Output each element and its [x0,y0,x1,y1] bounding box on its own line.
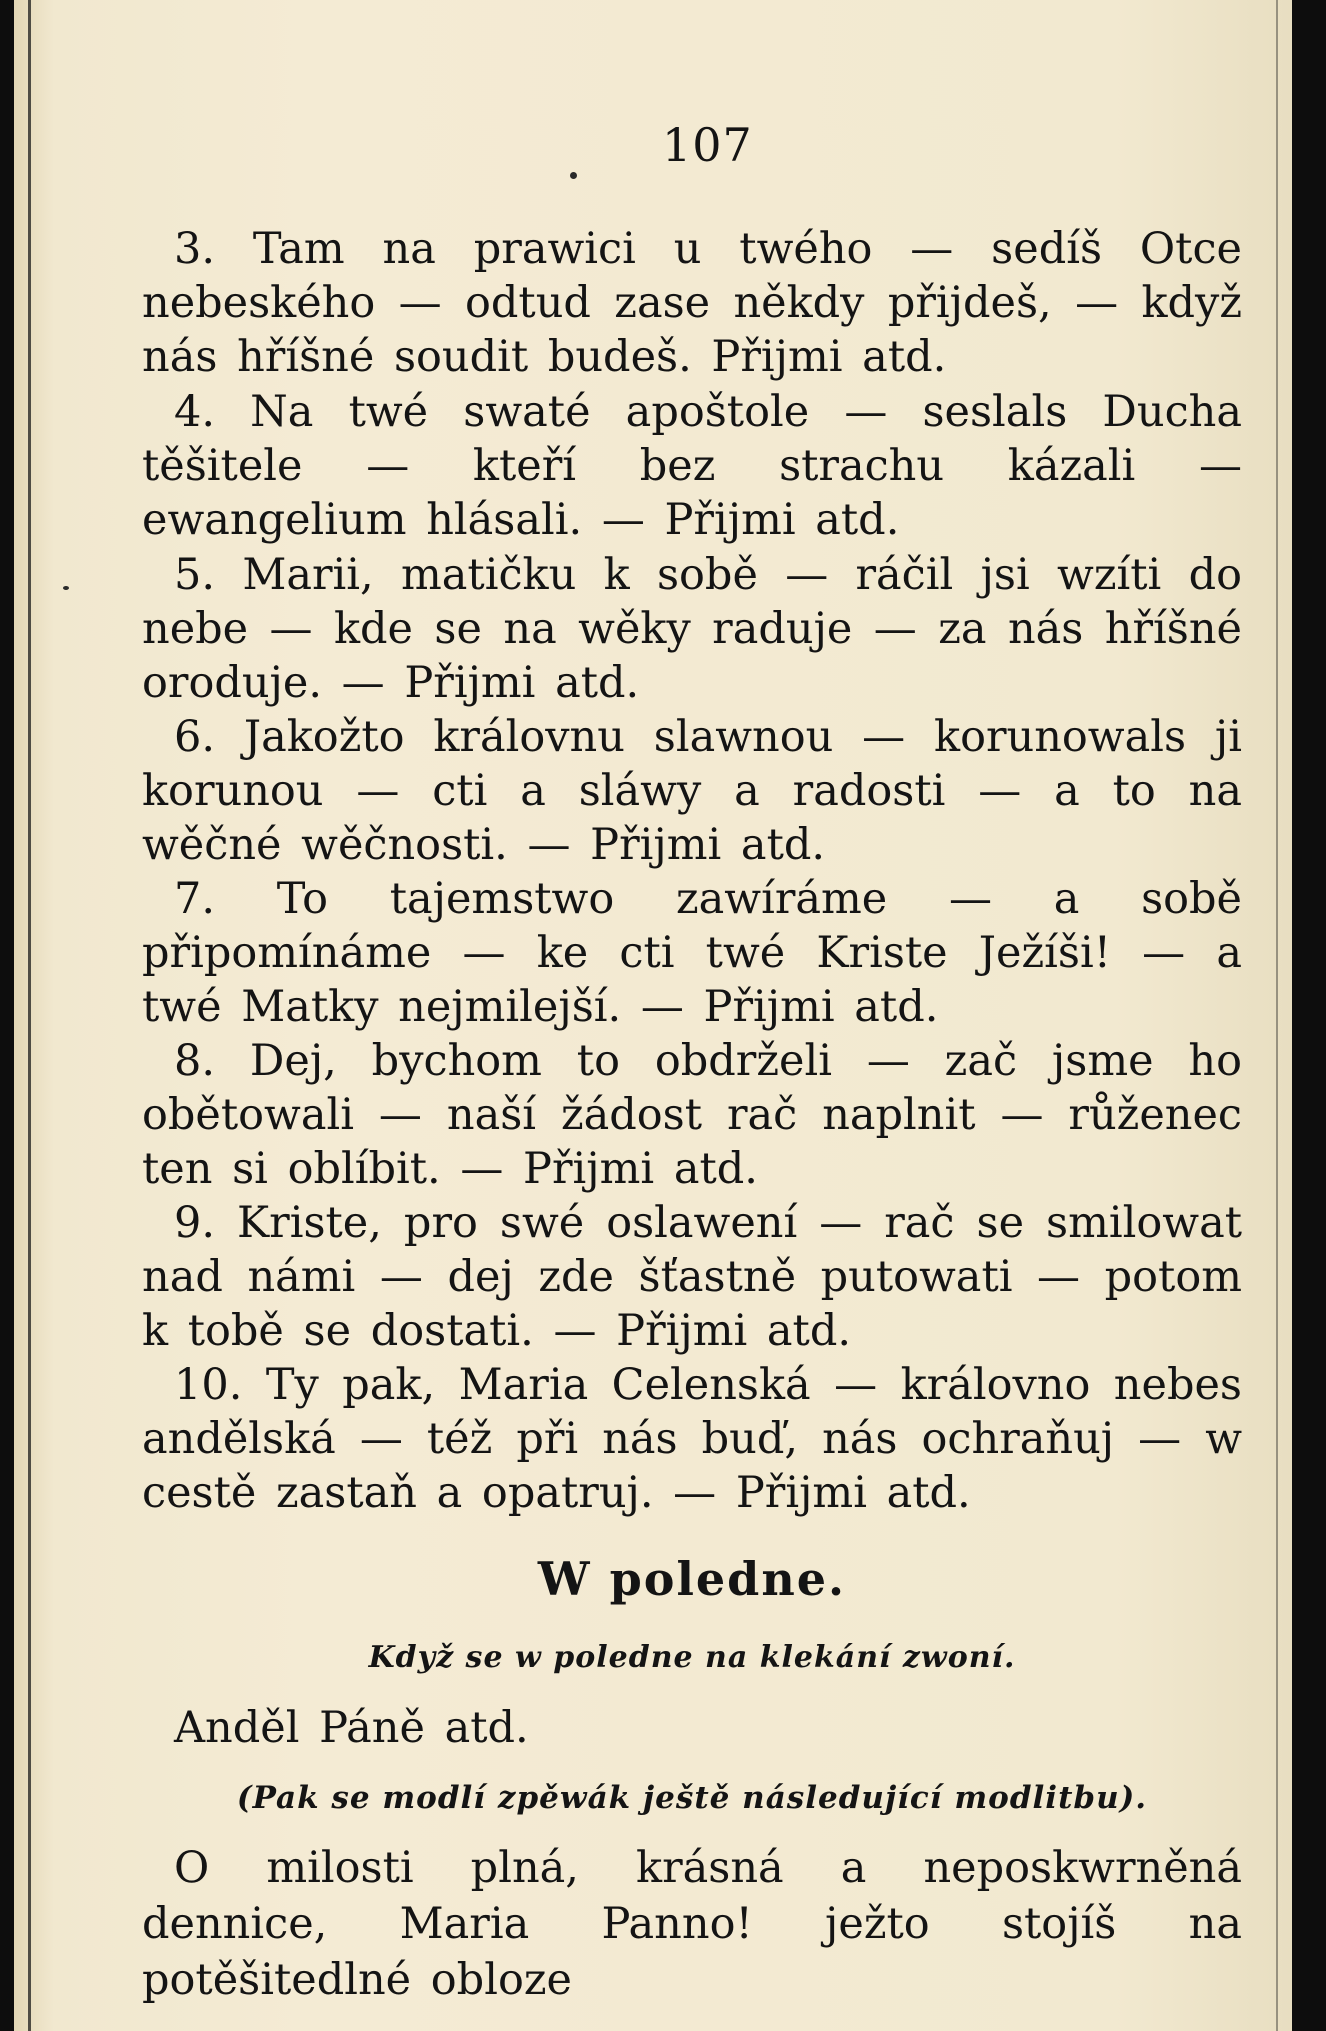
ink-speck [570,172,577,179]
section-note: Když se w poledne na klekání zwoní. [368,1640,1016,1675]
verse-9: 9. Kriste, pro swé oslawení — rač se smilowat nad námi — dej zde šťastně putowati — potom k tobě se dostati. — Přijmi atd. [142,1198,1242,1357]
prayer-text: O milosti plná, krásná a neposkwrněná dennice, Maria Panno! ježto stojíš na potěšitedlné obloze [142,1843,1242,2005]
ink-speck [63,586,69,590]
page-number: 107 [662,118,753,172]
verse-10: 10. Ty pak, Maria Celenská — královno nebes andělská — též při nás buď, nás ochraňuj — w cestě zastaň a opatruj. — Přijmi atd. [142,1360,1242,1519]
rubric: (Pak se modlí zpěwák ještě následující modlitbu). [236,1780,1148,1816]
binding-edge-right [1276,0,1278,2031]
section-title: W poledne. [537,1552,847,1606]
book-page [14,0,1292,2031]
verse-8: 8. Dej, bychom to obdrželi — zač jsme ho obětowali — naší žádost rač naplnit — růženec ten si oblíbit. — Přijmi atd. [142,1036,1242,1195]
verse-4: 4. Na twé swaté apoštole — seslals Ducha těšitele — kteří bez strachu kázali — ewangelium hlásali. — Přijmi atd. [142,387,1242,546]
verse-3: 3. Tam na prawici u twého — sedíš Otce nebeského — odtud zase někdy přijdeš, — když nás hříšné soudit budeš. Přijmi atd. [142,224,1242,383]
angelus-text: Anděl Páně atd. [174,1703,529,1753]
verse-5: 5. Marii, matičku k sobě — ráčil jsi wzíti do nebe — kde se na wěky raduje — za nás hříšné oroduje. — Přijmi atd. [142,550,1242,709]
verse-6: 6. Jakožto královnu slawnou — korunowals ji korunou — cti a sláwy a radosti — a to na wěčné wěčnosti. — Přijmi atd. [142,712,1242,871]
verse-7: 7. To tajemstwo zawíráme — a sobě připomínáme — ke cti twé Kriste Ježíši! — a twé Matky nejmilejší. — Přijmi atd. [142,874,1242,1033]
binding-edge-left [28,0,31,2031]
